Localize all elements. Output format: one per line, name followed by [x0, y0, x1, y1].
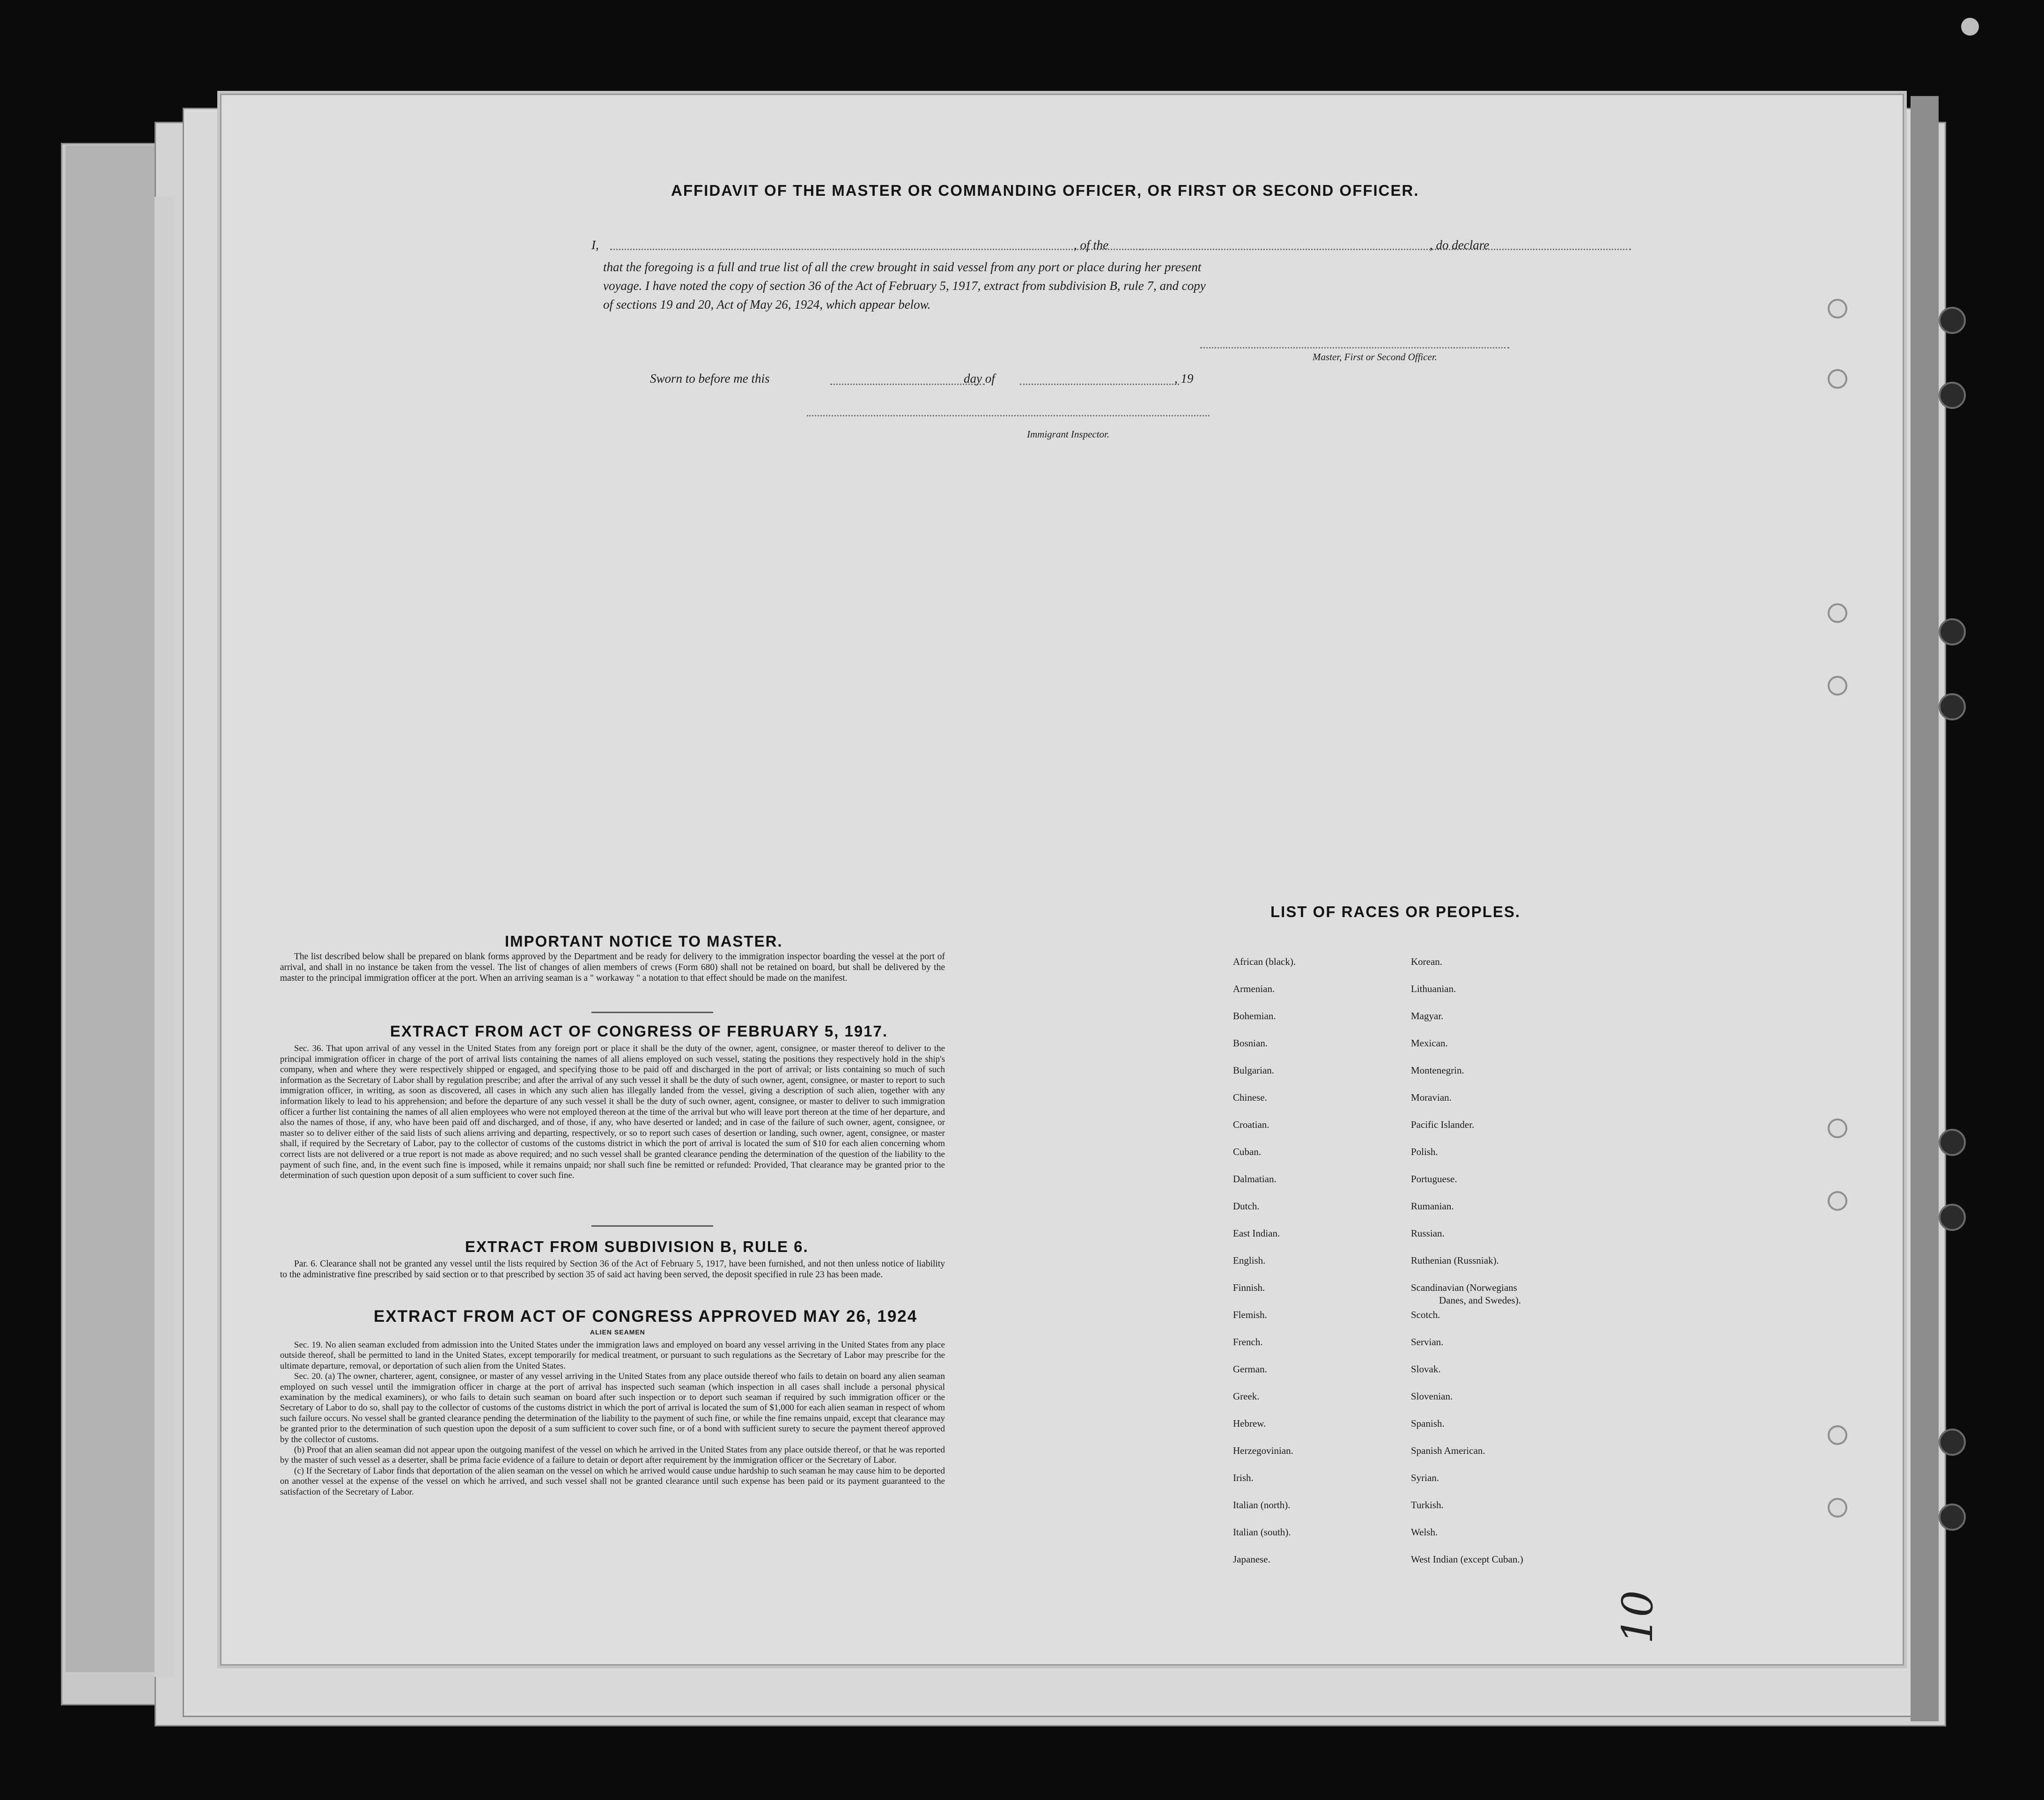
race-item: Magyar. — [1411, 1010, 1444, 1022]
races-title: LIST OF RACES OR PEOPLES. — [1270, 903, 1521, 920]
affidavit-body-line: that the foregoing is a full and true list of all the crew brought in said vessel from any port or place during her present — [603, 260, 1202, 274]
extract-1917-text — [280, 1044, 945, 1181]
race-item: German. — [1233, 1363, 1267, 1375]
affidavit-i: I, — [591, 238, 599, 252]
notice-text — [280, 951, 945, 984]
race-item: Japanese. — [1233, 1554, 1270, 1565]
binder-edge — [1911, 96, 1939, 1721]
sec-20c-paragraph: (c) If the Secretary of Labor finds that deportation of the alien seaman on the vessel on which he arrived would cause undue hardship to such seaman he may cause him to be deported on another vessel at the expense of the vessel on which he arrived, and such vessel shall not be granted clearance until such expense has been paid or its payment guaranteed to the satisfaction of the Secretary of Labor. — [280, 1466, 945, 1497]
race-item: Bosnian. — [1233, 1037, 1268, 1049]
race-item: Syrian. — [1411, 1472, 1439, 1483]
alien-seamen-subtitle: ALIEN SEAMEN — [590, 1328, 645, 1336]
race-item: French. — [1233, 1336, 1263, 1348]
notice-paragraph: The list described below shall be prepared on blank forms approved by the Department and be ready for delivery to the immigration inspector boarding the vessel at the port of arrival, and shall in no instance be taken from the vessel. The list of changes of alien members of crews (Form 680) shall not be retained on board, but shall be delivered by the master to the principal immigration officer at the port. When an arriving seaman is a " workaway " a notation to that effect should be made on the manifest. — [280, 952, 945, 983]
sec-20b-paragraph: (b) Proof that an alien seaman did not appear upon the outgoing manifest of the vessel on which he arrived in the United States from any place outside thereof, or that he was reported by the master of such vessel as a deserter, shall be prima facie evidence of a failure to detain or deport after requirement by the immigration officer or the Secretary of Labor. — [280, 1445, 945, 1466]
race-item: Montenegrin. — [1411, 1065, 1464, 1076]
affidavit-body-line: of sections 19 and 20, Act of May 26, 1924, which appear below. — [603, 297, 931, 311]
race-item: African (black). — [1233, 956, 1296, 967]
race-item: Slovak. — [1411, 1363, 1441, 1375]
rule-6-text — [280, 1259, 945, 1280]
race-item: Moravian. — [1411, 1092, 1452, 1103]
punch-hole-icon — [1828, 676, 1847, 696]
race-item: Bulgarian. — [1233, 1065, 1275, 1076]
binder-hole-icon — [1939, 618, 1966, 645]
vessel-blank — [1139, 249, 1631, 250]
binder-hole-icon — [1939, 307, 1966, 334]
race-item: Pacific Islander. — [1411, 1119, 1475, 1130]
race-item: Croatian. — [1233, 1119, 1269, 1130]
race-item: Irish. — [1233, 1472, 1254, 1483]
punch-hole-icon — [1828, 1425, 1847, 1445]
race-item: Spanish. — [1411, 1418, 1445, 1429]
race-item: Hebrew. — [1233, 1418, 1266, 1429]
race-item: Herzegovinian. — [1233, 1445, 1293, 1456]
name-blank — [610, 249, 1144, 250]
master-signature-line — [1200, 347, 1509, 348]
race-item: Bohemian. — [1233, 1010, 1276, 1022]
punch-hole-icon — [1828, 1498, 1847, 1518]
race-item: Italian (south). — [1233, 1526, 1291, 1538]
race-item: Cuban. — [1233, 1146, 1262, 1157]
punch-hole-icon — [1828, 299, 1847, 319]
extract-1917-title: EXTRACT FROM ACT OF CONGRESS OF FEBRUARY 5, 1917. — [390, 1022, 888, 1040]
binder-hole-icon — [1939, 1129, 1966, 1156]
extract-1924-title: EXTRACT FROM ACT OF CONGRESS APPROVED MAY 26, 1924 — [374, 1307, 918, 1326]
race-item: Russian. — [1411, 1228, 1445, 1239]
binder-hole-icon — [1939, 1504, 1966, 1531]
race-item: Ruthenian (Russniak). — [1411, 1255, 1499, 1266]
day-of-label: day of — [964, 371, 995, 385]
race-item: Servian. — [1411, 1336, 1444, 1348]
affidavit-of-the: , of the — [1074, 238, 1109, 252]
affidavit-do-declare: , do declare — [1430, 238, 1490, 252]
binder-hole-icon — [1939, 382, 1966, 409]
month-blank — [1020, 384, 1179, 385]
extract-1924-text — [280, 1340, 945, 1497]
master-label: Master, First or Second Officer. — [1313, 351, 1437, 363]
race-item: East Indian. — [1233, 1228, 1280, 1239]
race-item: West Indian (except Cuban.) — [1411, 1554, 1523, 1565]
affidavit-body-line: voyage. I have noted the copy of section 36 of the Act of February 5, 1917, extract from subdivision B, rule 7, and copy — [603, 279, 1206, 293]
punch-hole-icon — [1828, 369, 1847, 389]
sec-20a-paragraph: Sec. 20. (a) The owner, charterer, agent, consignee, or master of any vessel arriving in the United States from any place outside thereof who fails to detain on board any alien seaman employed on such vessel until the immigration officer in charge at the port of arrival has inspected such seaman (which inspection in all cases shall include a personal physical examination by the medical examiners), or who fails to detain such seaman on board after such inspection or to deport such seaman if required by such immigration officer or the Secretary of Labor to do so, shall pay to the collector of customs of the customs district in which the port of arrival is located the sum of $1,000 for each alien seaman in respect of whom such failure occurs. No vessel shall be granted clearance pending the determination of the liability to the payment of such fine, or while the fine remains unpaid, except that clearance may be granted prior to the determination of such question upon the deposit of a sum sufficient to cover such fine, or of a bond with sufficient surety to secure the payment thereof approved by the collector of customs. — [280, 1371, 945, 1444]
binder-hole-icon — [1939, 1429, 1966, 1456]
race-item: Lithuanian. — [1411, 983, 1456, 994]
race-item: Turkish. — [1411, 1499, 1444, 1511]
section-divider — [591, 1012, 713, 1013]
year-label: , 19 — [1174, 371, 1194, 385]
sec-19-paragraph: Sec. 19. No alien seaman excluded from admission into the United States under the immigration laws and employed on board any vessel arriving in the United States from any place outside thereof, shall be permitted to land in the United States, except temporarily for medical treatment, or pursuant to such regulations as the Secretary of Labor may prescribe for the ultimate departure, removal, or deportation of such alien from the United States. — [280, 1340, 945, 1371]
race-item: Scandinavian (Norwegians — [1411, 1282, 1517, 1293]
binder-hole-icon — [1939, 693, 1966, 720]
sworn-label: Sworn to before me this — [650, 371, 770, 385]
race-item: Finnish. — [1233, 1282, 1265, 1293]
race-item: Welsh. — [1411, 1526, 1438, 1538]
race-item: Scotch. — [1411, 1309, 1440, 1320]
section-36-paragraph: Sec. 36. That upon arrival of any vessel in the United States from any foreign port or place it shall be the duty of the owner, agent, consignee, or master thereof to deliver to the principal immigration officer in charge of the port of arrival lists containing the names of all aliens employed on such vessel, stating the positions they respectively hold in the ship's company, when and where they were respectively shipped or engaged, and specifying those to be paid off and discharged in the port of arrival; or lists containing so much of such information as the Secretary of Labor shall by regulation prescribe; and after the arrival of any such vessel it shall be the duty of such owner, agent, consignee, or master to report to such immigration officer, in writing, as soon as discovered, all cases in which any such alien has illegally landed from the vessel, giving a description of such alien, together with any information likely to lead to his apprehension; and before the departure of any such vessel it shall be the duty of such owner, agent, consignee, or master to deliver to such immigration officer a further list containing the names of all alien employees who were not employed thereon at the time of the arrival but who will leave port thereon at the time of her departure, and also the names of those, if any, who have been paid off and discharged, and of those, if any, who have deserted or landed; and in case of the failure of such owner, agent, consignee, or master so to deliver either of the said lists of such aliens arriving and departing, respectively, or so to report such cases of desertion or landing, such owner, agent, consignee, or master shall, if required by the Secretary of Labor, pay to the collector of customs of the customs district in which the port of arrival is located the sum of $10 for each alien concerning whom correct lists are not delivered or a true report is not made as above required; and no such vessel shall be granted clearance pending the determination of the question of the liability to the payment of such fine, and, in the event such fine is imposed, while it remains unpaid; nor shall such fine be remitted or refunded: Provided, That clearance may be granted prior to the determination of such question upon deposit of a sum sufficient to cover such fine. — [280, 1044, 945, 1181]
section-divider — [591, 1225, 713, 1227]
race-item: Rumanian. — [1411, 1200, 1454, 1212]
notice-title: IMPORTANT NOTICE TO MASTER. — [505, 933, 783, 950]
race-item: Greek. — [1233, 1391, 1260, 1402]
handwritten-note: 10 — [1613, 1590, 1662, 1644]
race-item: Italian (north). — [1233, 1499, 1291, 1511]
race-item: Armenian. — [1233, 983, 1275, 994]
page-edge — [155, 197, 173, 1677]
rule-6-paragraph: Par. 6. Clearance shall not be granted any vessel until the lists required by Section 36 of the Act of February 5, 1917, have been furnished, and not then unless notice of liability to the administrative fine prescribed by said section or to that prescribed by section 35 of said act having been served, the deposit specified in rule 23 has been made. — [280, 1259, 945, 1280]
race-item: Portuguese. — [1411, 1173, 1457, 1185]
inspector-signature-line — [807, 415, 1210, 416]
race-item: Dutch. — [1233, 1200, 1260, 1212]
race-item: Spanish American. — [1411, 1445, 1485, 1456]
page-edge — [66, 145, 155, 1672]
rule-6-title: EXTRACT FROM SUBDIVISION B, RULE 6. — [465, 1238, 809, 1255]
day-blank — [830, 384, 985, 385]
race-item: Polish. — [1411, 1146, 1438, 1157]
race-item: Dalmatian. — [1233, 1173, 1277, 1185]
race-item: Chinese. — [1233, 1092, 1267, 1103]
race-item: English. — [1233, 1255, 1266, 1266]
punch-hole-icon — [1828, 1119, 1847, 1138]
manifest-sheet — [220, 94, 1904, 1666]
inspector-label: Immigrant Inspector. — [1027, 429, 1110, 440]
affidavit-title: AFFIDAVIT OF THE MASTER OR COMMANDING OFFICER, OR FIRST OR SECOND OFFICER. — [671, 182, 1419, 199]
race-item: Slovenian. — [1411, 1391, 1453, 1402]
scan-mark — [1961, 18, 1979, 36]
race-item: Danes, and Swedes). — [1439, 1295, 1521, 1306]
race-item: Mexican. — [1411, 1037, 1448, 1049]
race-item: Flemish. — [1233, 1309, 1267, 1320]
punch-hole-icon — [1828, 603, 1847, 623]
race-item: Korean. — [1411, 956, 1443, 967]
binder-hole-icon — [1939, 1204, 1966, 1231]
punch-hole-icon — [1828, 1191, 1847, 1211]
